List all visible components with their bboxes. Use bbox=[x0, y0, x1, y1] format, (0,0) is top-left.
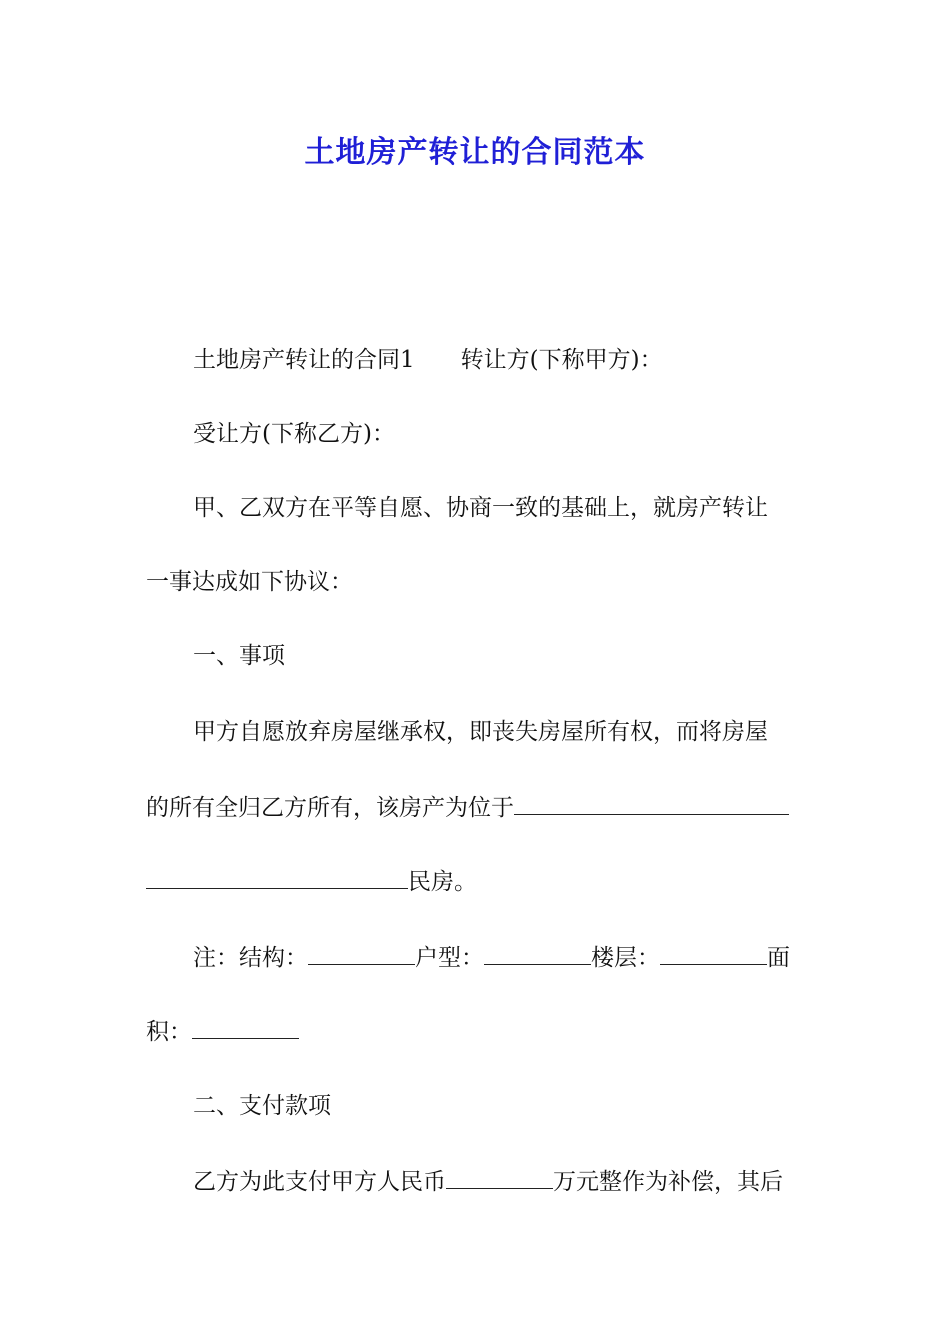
section-heading-matters: 一、事项 bbox=[193, 643, 285, 669]
payment-amount-blank[interactable] bbox=[446, 1162, 553, 1189]
house-type-suffix: 民房。 bbox=[408, 869, 477, 895]
area-label-end: 积： bbox=[146, 1019, 192, 1045]
structure-label: 注：结构： bbox=[193, 945, 308, 971]
paragraph-intro-line1: 甲、乙双方在平等自愿、协商一致的基础上，就房产转让 bbox=[193, 495, 768, 521]
paragraph-payment-line1 bbox=[193, 1162, 783, 1200]
section-heading-payment: 二、支付款项 bbox=[193, 1093, 331, 1119]
note-line2 bbox=[146, 1012, 299, 1050]
note-line bbox=[193, 938, 790, 976]
floor-blank[interactable] bbox=[660, 938, 767, 965]
location-label: 的所有全归乙方所有，该房产为位于 bbox=[146, 795, 514, 821]
layout-label: 户型： bbox=[415, 945, 484, 971]
document-title: 土地房产转让的合同范本 bbox=[304, 135, 646, 170]
paragraph-matters-line2 bbox=[146, 788, 789, 826]
location-blank[interactable] bbox=[514, 788, 789, 815]
transferee-label: 受让方(下称乙方)： bbox=[193, 421, 395, 447]
contract-heading: 土地房产转让的合同1 bbox=[193, 347, 415, 373]
area-label-start: 面 bbox=[767, 945, 790, 971]
paragraph-matters-line1: 甲方自愿放弃房屋继承权，即丧失房屋所有权，而将房屋 bbox=[193, 719, 768, 745]
paragraph-intro-line2: 一事达成如下协议： bbox=[146, 569, 353, 595]
floor-label: 楼层： bbox=[591, 945, 660, 971]
structure-blank[interactable] bbox=[308, 938, 415, 965]
paragraph-parties bbox=[193, 342, 663, 378]
layout-blank[interactable] bbox=[484, 938, 591, 965]
location-blank-continued[interactable] bbox=[146, 862, 408, 889]
area-blank[interactable] bbox=[192, 1012, 299, 1039]
payment-label: 乙方为此支付甲方人民币 bbox=[193, 1169, 446, 1195]
transferor-label: 转让方(下称甲方)： bbox=[460, 347, 663, 373]
paragraph-matters-line3 bbox=[146, 862, 477, 900]
payment-suffix: 万元整作为补偿，其后 bbox=[553, 1169, 783, 1195]
